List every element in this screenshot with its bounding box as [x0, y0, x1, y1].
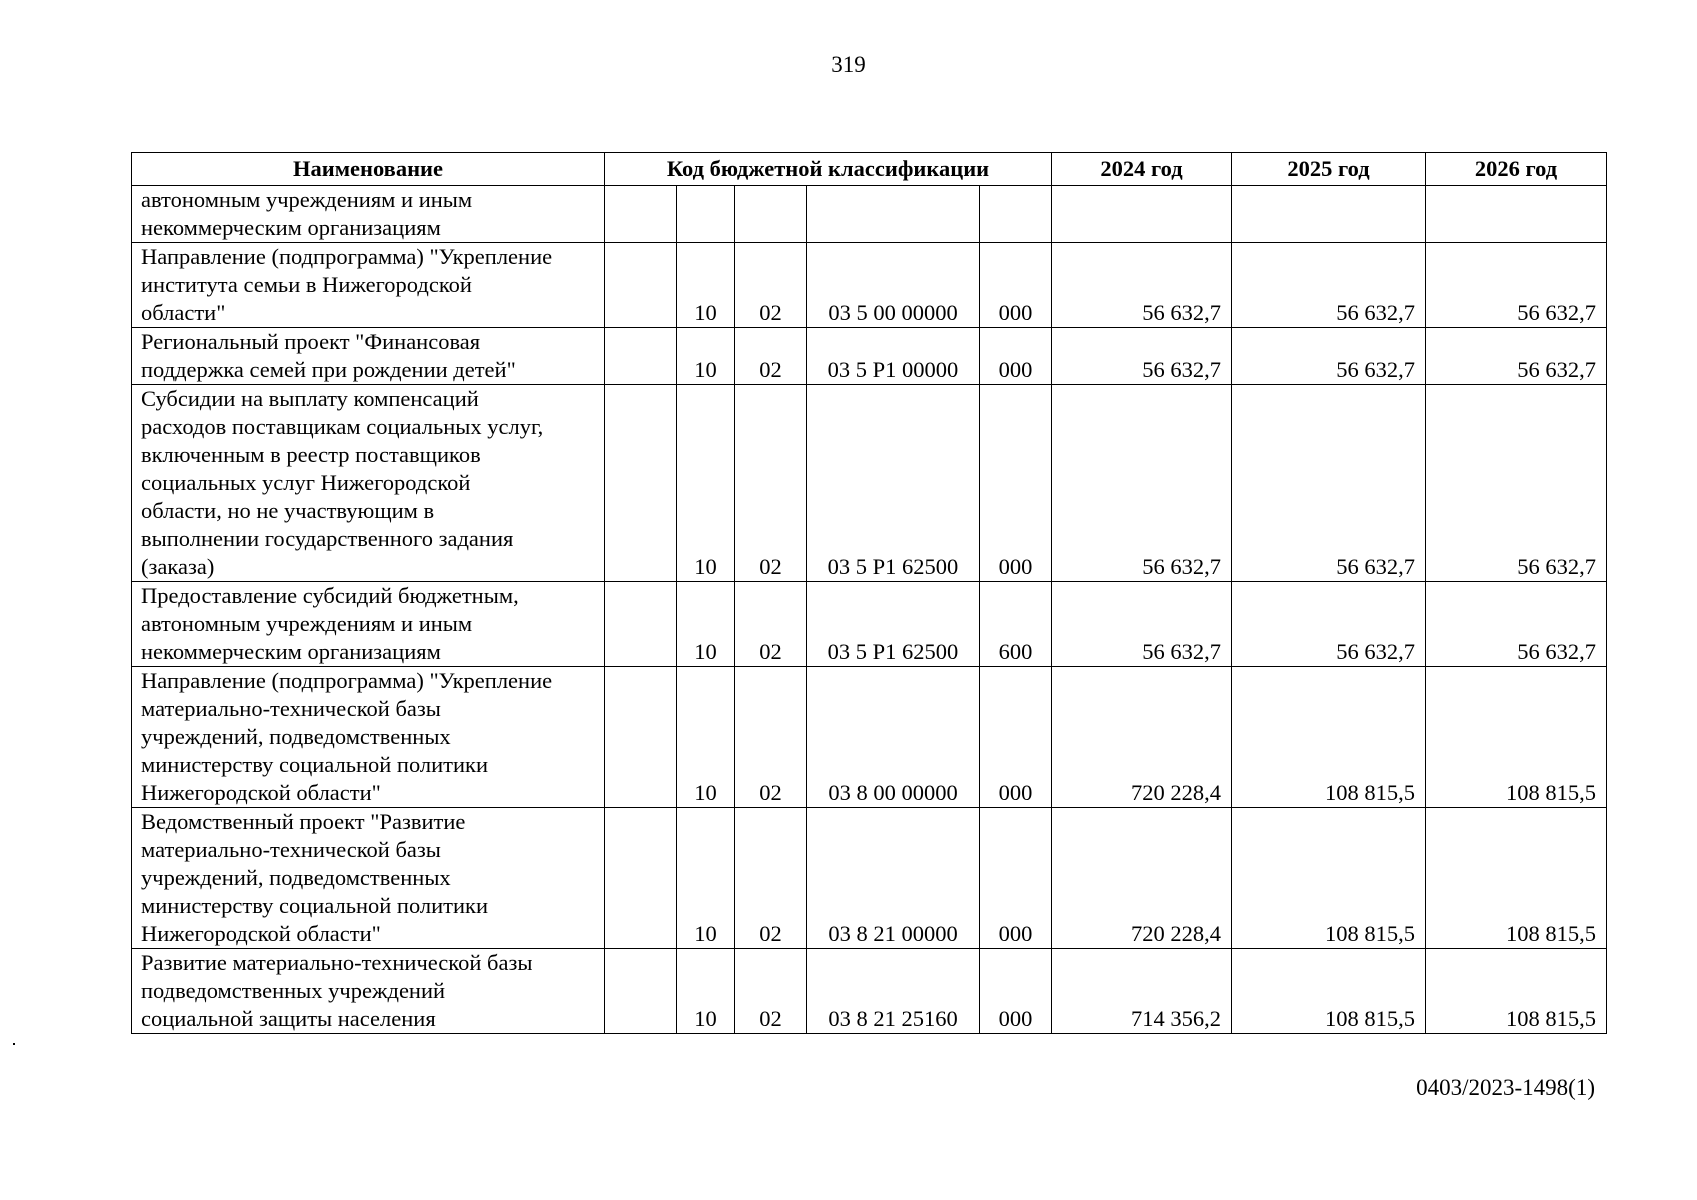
code-subsection: 02 — [735, 667, 807, 808]
code-target-article: 03 5 Р1 62500 — [807, 385, 980, 582]
header-row — [132, 153, 1607, 186]
row-name-line: Региональный проект "Финансовая — [141, 329, 481, 354]
amount-2025: 56 632,7 — [1232, 243, 1426, 328]
code-subsection: 02 — [735, 949, 807, 1034]
row-name-line: министерству социальной политики — [141, 752, 489, 777]
amount-2024: 56 632,7 — [1052, 243, 1232, 328]
code-expense-type: 000 — [980, 385, 1052, 582]
amount-2026 — [1426, 186, 1607, 243]
code-target-article: 03 5 00 00000 — [807, 243, 980, 328]
header-budget-code: Код бюджетной классификации — [605, 153, 1052, 186]
code-subsection: 02 — [735, 385, 807, 582]
row-name-line: выполнении государственного задания — [141, 526, 514, 551]
amount-2025 — [1232, 186, 1426, 243]
margin-dot — [13, 1043, 15, 1045]
row-name-line: материально-технической базы — [141, 837, 441, 862]
amount-2026: 108 815,5 — [1426, 667, 1607, 808]
amount-2024: 56 632,7 — [1052, 385, 1232, 582]
code-target-article: 03 8 00 00000 — [807, 667, 980, 808]
code-expense-type: 000 — [980, 243, 1052, 328]
amount-2026: 56 632,7 — [1426, 582, 1607, 667]
code-subsection: 02 — [735, 582, 807, 667]
code-subsection — [735, 186, 807, 243]
row-name-line: некоммерческим организациям — [141, 639, 441, 664]
code-section: 10 — [677, 808, 735, 949]
row-name-line: расходов поставщикам социальных услуг, — [141, 414, 544, 439]
code-spacer-cell — [605, 582, 677, 667]
table-row — [132, 949, 1607, 1034]
amount-2024: 56 632,7 — [1052, 582, 1232, 667]
row-name-line: учреждений, подведомственных — [141, 724, 451, 749]
amount-2026: 108 815,5 — [1426, 949, 1607, 1034]
row-name-line: Нижегородской области" — [141, 780, 381, 805]
row-name — [132, 385, 605, 582]
row-name-line: (заказа) — [141, 554, 215, 579]
row-name-line: Предоставление субсидий бюджетным, — [141, 583, 519, 608]
code-section — [677, 186, 735, 243]
row-name — [132, 243, 605, 328]
row-name — [132, 808, 605, 949]
document-code: 0403/2023-1498(1) — [1416, 1075, 1595, 1100]
row-name-line: Развитие материально-технической базы — [141, 950, 533, 975]
row-name — [132, 328, 605, 385]
code-expense-type: 000 — [980, 667, 1052, 808]
row-name — [132, 582, 605, 667]
code-section: 10 — [677, 667, 735, 808]
row-name-line: поддержка семей при рождении детей" — [141, 357, 516, 382]
code-section: 10 — [677, 328, 735, 385]
code-target-article — [807, 186, 980, 243]
code-target-article: 03 5 Р1 00000 — [807, 328, 980, 385]
page-number: 319 — [831, 52, 866, 77]
code-expense-type: 000 — [980, 949, 1052, 1034]
code-subsection: 02 — [735, 808, 807, 949]
budget-table — [131, 152, 1607, 1034]
code-expense-type: 000 — [980, 328, 1052, 385]
row-name-line: Направление (подпрограмма) "Укрепление — [141, 668, 553, 693]
code-expense-type: 600 — [980, 582, 1052, 667]
amount-2025: 56 632,7 — [1232, 582, 1426, 667]
row-name — [132, 949, 605, 1034]
amount-2024 — [1052, 186, 1232, 243]
amount-2025: 108 815,5 — [1232, 808, 1426, 949]
amount-2026: 56 632,7 — [1426, 328, 1607, 385]
header-2025: 2025 год — [1232, 153, 1426, 186]
table-row — [132, 808, 1607, 949]
code-subsection: 02 — [735, 328, 807, 385]
table-row — [132, 582, 1607, 667]
code-spacer-cell — [605, 186, 677, 243]
header-2026: 2026 год — [1426, 153, 1607, 186]
code-section: 10 — [677, 949, 735, 1034]
amount-2024: 56 632,7 — [1052, 328, 1232, 385]
amount-2026: 56 632,7 — [1426, 385, 1607, 582]
amount-2025: 108 815,5 — [1232, 949, 1426, 1034]
amount-2025: 56 632,7 — [1232, 385, 1426, 582]
row-name-line: Нижегородской области" — [141, 921, 381, 946]
row-name-line: Ведомственный проект "Развитие — [141, 809, 466, 834]
table-row — [132, 186, 1607, 243]
table-row — [132, 385, 1607, 582]
amount-2025: 108 815,5 — [1232, 667, 1426, 808]
table-row — [132, 667, 1607, 808]
amount-2026: 108 815,5 — [1426, 808, 1607, 949]
code-section: 10 — [677, 385, 735, 582]
code-expense-type: 000 — [980, 808, 1052, 949]
row-name — [132, 667, 605, 808]
row-name-line: Субсидии на выплату компенсаций — [141, 386, 479, 411]
code-target-article: 03 8 21 25160 — [807, 949, 980, 1034]
row-name-line: подведомственных учреждений — [141, 978, 446, 1003]
row-name-line: института семьи в Нижегородской — [141, 272, 472, 297]
row-name-line: Направление (подпрограмма) "Укрепление — [141, 244, 553, 269]
row-name-line: министерству социальной политики — [141, 893, 489, 918]
amount-2025: 56 632,7 — [1232, 328, 1426, 385]
code-spacer-cell — [605, 667, 677, 808]
amount-2024: 720 228,4 — [1052, 808, 1232, 949]
row-name-line: области, но не участвующим в — [141, 498, 435, 523]
code-spacer-cell — [605, 243, 677, 328]
amount-2024: 714 356,2 — [1052, 949, 1232, 1034]
code-target-article: 03 8 21 00000 — [807, 808, 980, 949]
code-subsection: 02 — [735, 243, 807, 328]
amount-2024: 720 228,4 — [1052, 667, 1232, 808]
row-name-line: социальных услуг Нижегородской — [141, 470, 471, 495]
row-name-line: области" — [141, 300, 226, 325]
row-name — [132, 186, 605, 243]
code-expense-type — [980, 186, 1052, 243]
row-name-line: некоммерческим организациям — [141, 215, 441, 240]
code-spacer-cell — [605, 385, 677, 582]
table-row — [132, 328, 1607, 385]
table-body — [132, 186, 1607, 1034]
amount-2026: 56 632,7 — [1426, 243, 1607, 328]
row-name-line: включенным в реестр поставщиков — [141, 442, 481, 467]
code-target-article: 03 5 Р1 62500 — [807, 582, 980, 667]
row-name-line: социальной защиты населения — [141, 1006, 436, 1031]
row-name-line: учреждений, подведомственных — [141, 865, 451, 890]
code-section: 10 — [677, 243, 735, 328]
header-name: Наименование — [132, 153, 605, 186]
row-name-line: автономным учреждениям и иным — [141, 611, 473, 636]
code-section: 10 — [677, 582, 735, 667]
row-name-line: материально-технической базы — [141, 696, 441, 721]
code-spacer-cell — [605, 808, 677, 949]
table-row — [132, 243, 1607, 328]
header-2024: 2024 год — [1052, 153, 1232, 186]
code-spacer-cell — [605, 949, 677, 1034]
row-name-line: автономным учреждениям и иным — [141, 187, 473, 212]
code-spacer-cell — [605, 328, 677, 385]
